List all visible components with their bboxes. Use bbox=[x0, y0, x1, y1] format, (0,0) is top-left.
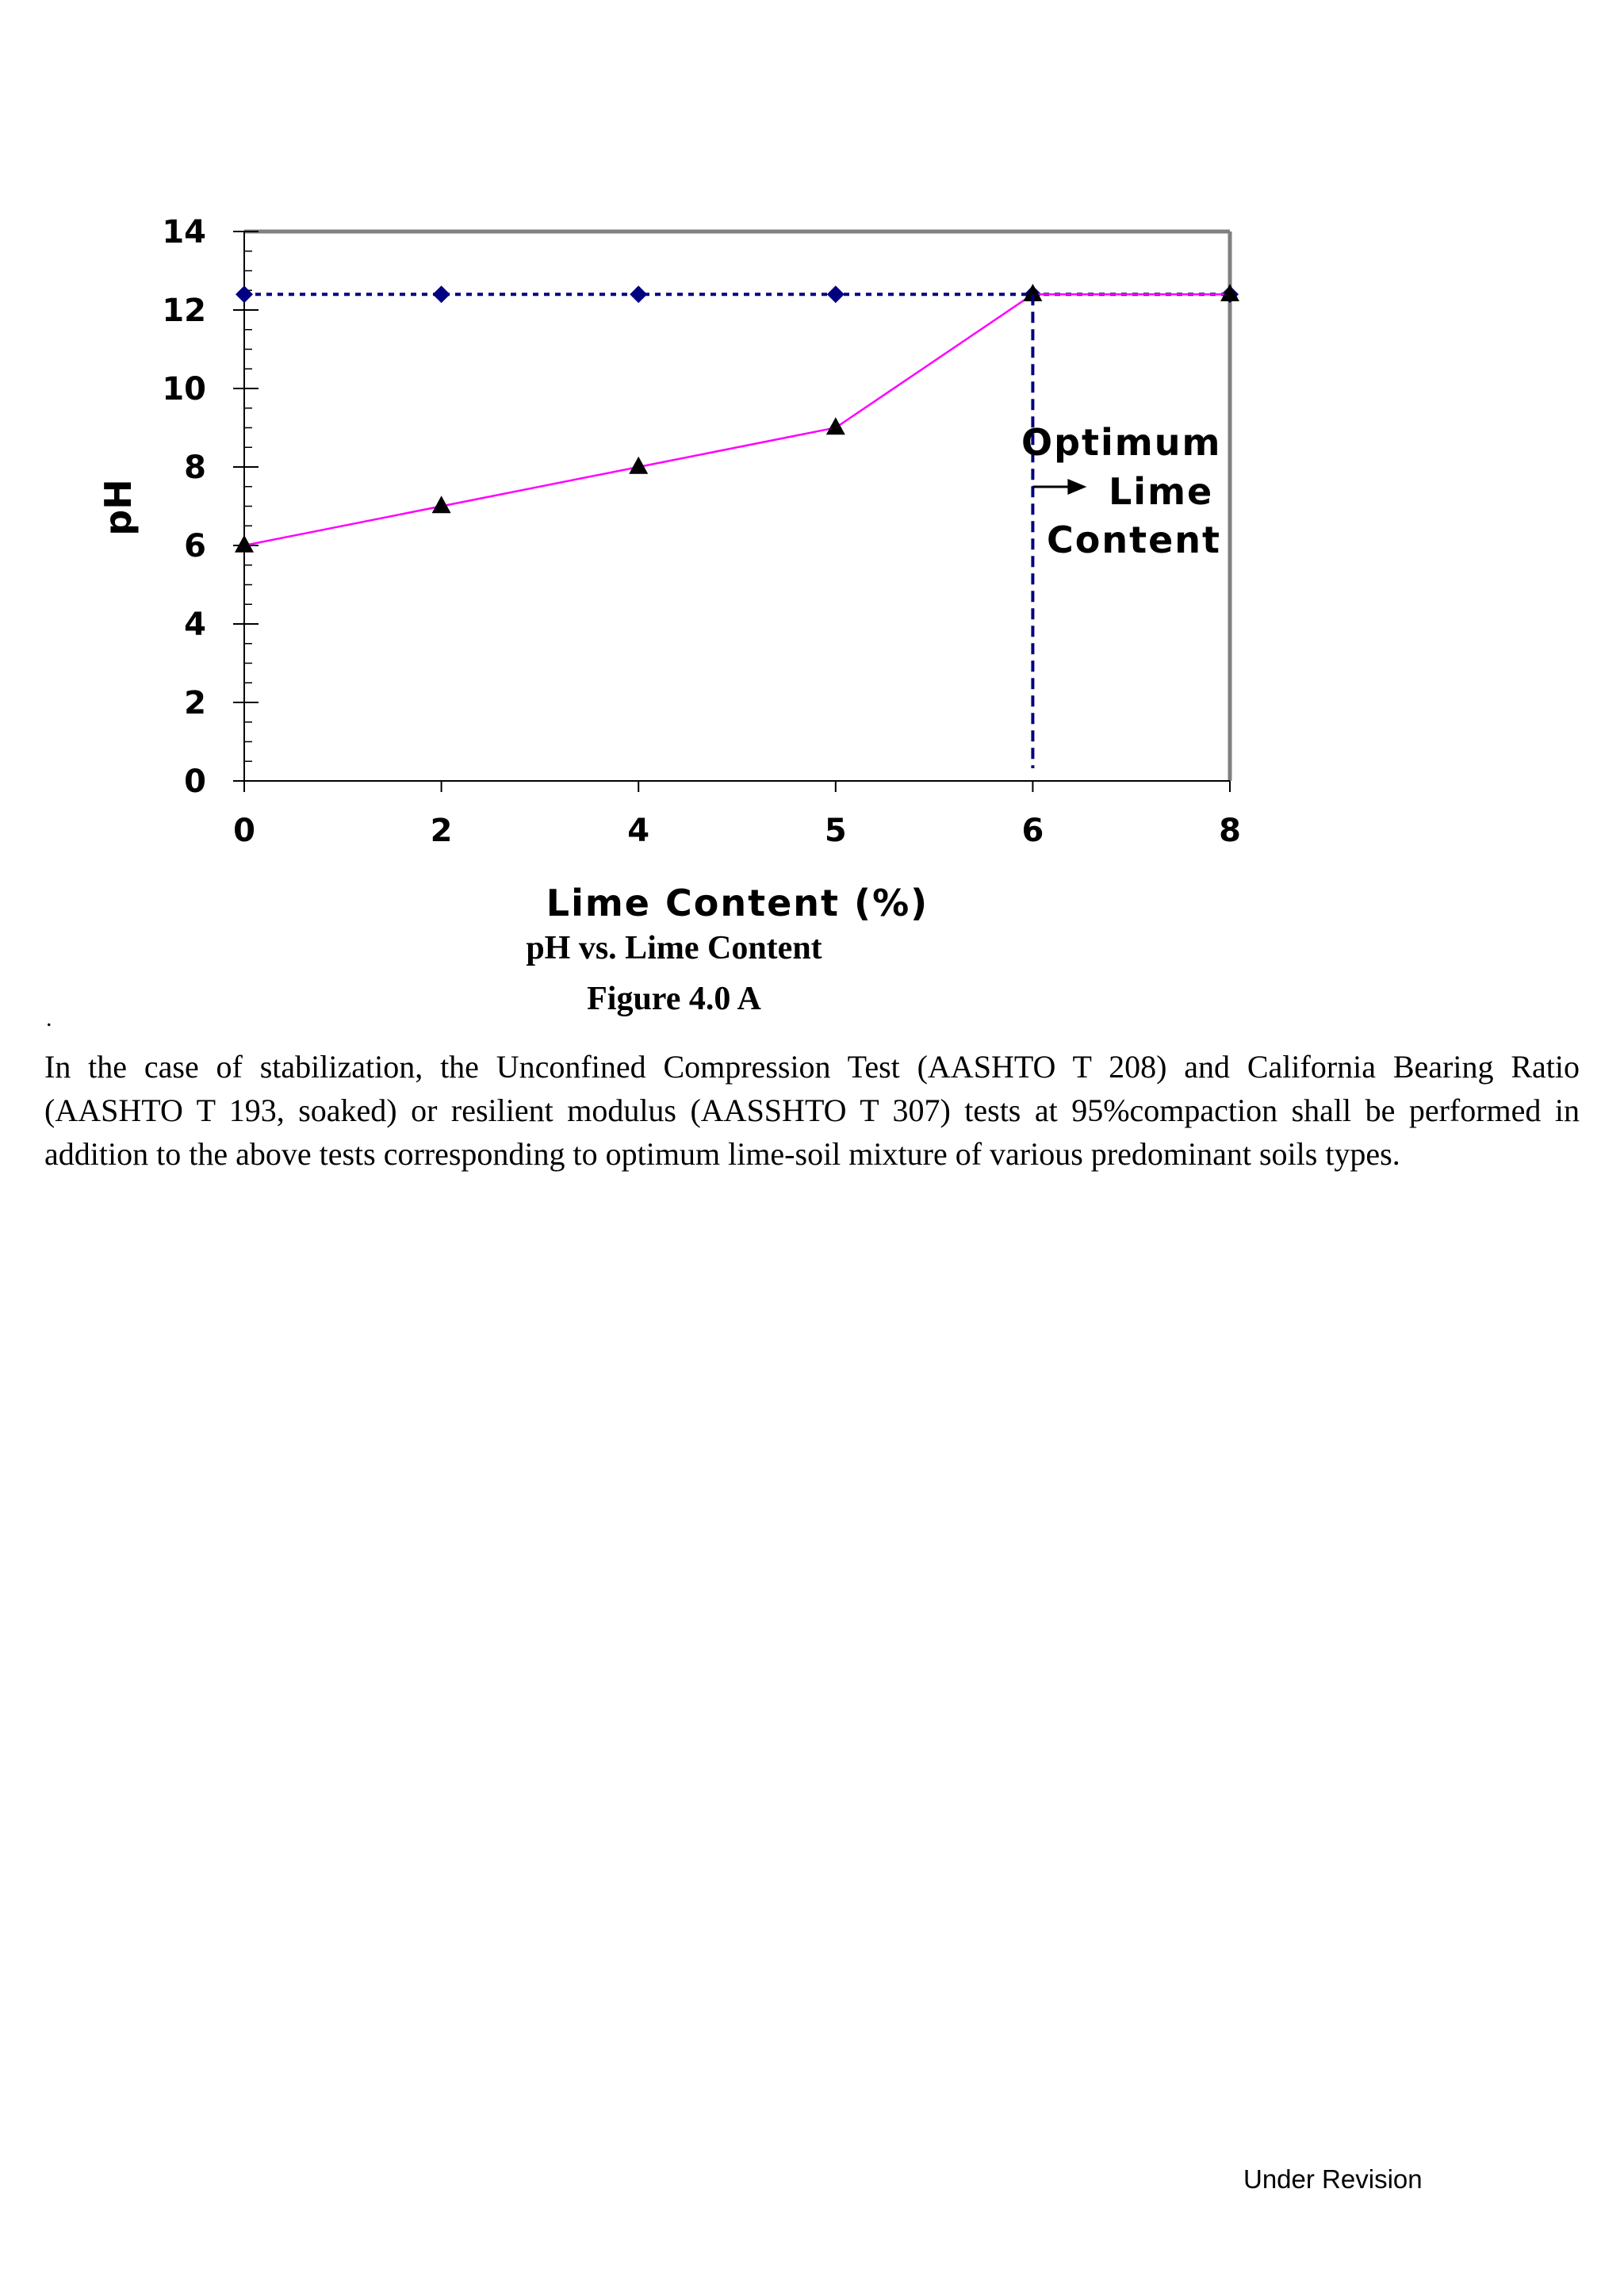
footer-status: Under Revision bbox=[1243, 2164, 1423, 2194]
series-1-point bbox=[236, 285, 253, 303]
y-tick-label: 2 bbox=[184, 685, 206, 721]
x-tick-label: 5 bbox=[824, 813, 847, 849]
series-2-line bbox=[244, 294, 1230, 545]
series-1-point bbox=[433, 285, 450, 303]
figure-caption-label: Figure 4.0 A bbox=[587, 981, 761, 1017]
stray-mark: . bbox=[46, 1005, 52, 1031]
body-paragraph: In the case of stabilization, the Unconfined Compression Test (AASHTO T 208) and California Bearing Ratio (AASHTO T 193, soaked) or resilient modulus (AASSHTO T 307) tests at 95%compaction shall be performed in addition to the above tests corresponding to optimum lime-soil mixture of various predominant soils types. bbox=[44, 1049, 1580, 1172]
x-axis-ticks bbox=[233, 781, 1241, 849]
series-layer bbox=[235, 284, 1239, 553]
y-tick-label: 4 bbox=[184, 607, 206, 643]
y-tick-label: 10 bbox=[162, 371, 206, 408]
x-tick-label: 6 bbox=[1021, 813, 1044, 849]
x-tick-label: 2 bbox=[430, 813, 453, 849]
y-minor-ticks bbox=[244, 232, 252, 781]
optimum-annotation bbox=[1021, 294, 1221, 768]
y-tick-label: 0 bbox=[184, 763, 206, 800]
optimum-label-line: Content bbox=[1047, 519, 1222, 561]
series-1-point bbox=[827, 285, 845, 303]
x-tick-label: 0 bbox=[233, 813, 255, 849]
x-axis-title: Lime Content (%) bbox=[546, 882, 929, 924]
series-2-point bbox=[826, 417, 845, 434]
optimum-arrow-icon bbox=[1067, 479, 1086, 495]
series-1-point bbox=[630, 285, 647, 303]
optimum-label-line: Optimum bbox=[1021, 421, 1222, 464]
figure-caption-title: pH vs. Lime Content bbox=[526, 930, 822, 966]
optimum-label-line: Lime bbox=[1109, 470, 1214, 513]
y-tick-label: 14 bbox=[162, 214, 206, 251]
y-tick-label: 8 bbox=[184, 450, 206, 486]
y-tick-label: 12 bbox=[162, 293, 206, 329]
x-tick-label: 8 bbox=[1219, 813, 1241, 849]
y-axis-title: pH bbox=[97, 479, 140, 536]
y-tick-label: 6 bbox=[184, 528, 206, 564]
plot-area bbox=[244, 232, 1230, 781]
x-tick-label: 4 bbox=[627, 813, 650, 849]
ph-vs-lime-chart bbox=[0, 0, 1624, 1031]
